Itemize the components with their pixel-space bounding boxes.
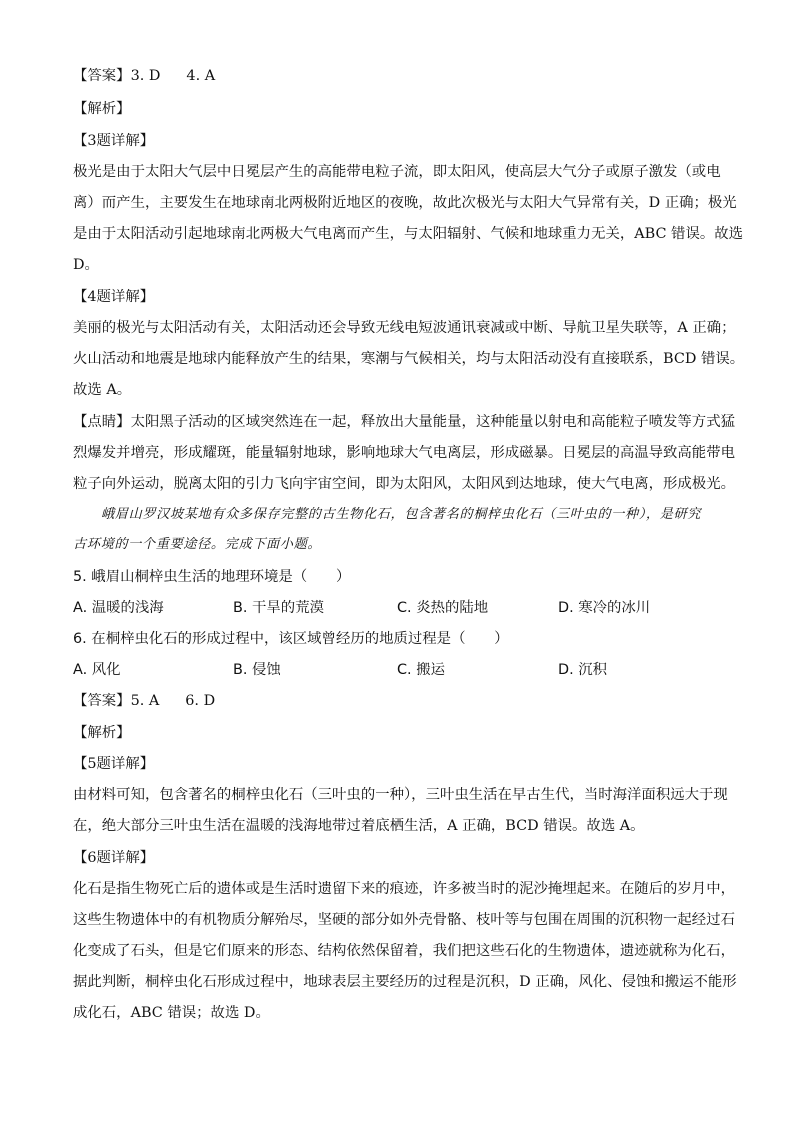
detail-6-line: 成化石，ABC 错误；故选 D。 bbox=[73, 1005, 270, 1021]
analysis-heading: 【解析】 bbox=[73, 725, 131, 741]
detail-4-line: 火山活动和地震是地球内能释放产生的结果，寒潮与气候相关，均与太阳活动没有直接联系，BCD 错误。 bbox=[73, 351, 745, 367]
detail-3-line: D。 bbox=[73, 257, 99, 273]
material-line: 峨眉山罗汉坡某地有众多保存完整的古生物化石，包含著名的桐梓虫化石（三叶虫的一种），是研究 bbox=[101, 507, 702, 522]
answer-line-3-4 bbox=[73, 67, 215, 85]
q5-option-d: D. 寒冷的冰川 bbox=[558, 600, 651, 616]
detail-4-title: 【4题详解】 bbox=[73, 289, 155, 305]
tip-line: 烈爆发并增亮，形成耀斑，能量辐射地球，影响地球大气电离层，形成磁暴。日冕层的高温导致高能带电 bbox=[73, 445, 735, 461]
detail-5-line: 由材料可知，包含著名的桐梓虫化石（三叶虫的一种），三叶虫生活在早古生代，当时海洋面积远大于现 bbox=[73, 787, 728, 803]
detail-6-title: 【6题详解】 bbox=[73, 850, 155, 866]
detail-6-line: 据此判断，桐梓虫化石形成过程中，地球表层主要经历的过程是沉积，D 正确，风化、侵蚀和搬运不能形 bbox=[73, 974, 737, 990]
q5-option-b: B. 干旱的荒漠 bbox=[233, 600, 324, 616]
question-6-stem: 6. 在桐梓虫化石的形成过程中，该区域曾经历的地质过程是（ ） bbox=[73, 631, 509, 647]
q5-option-c: C. 炎热的陆地 bbox=[397, 600, 489, 616]
tip-line: 粒子向外运动，脱离太阳的引力飞向宇宙空间，即为太阳风，太阳风到达地球，使大气电离，形成极光。 bbox=[73, 476, 735, 492]
tip-line: 【点睛】太阳黑子活动的区域突然连在一起，释放出大量能量，这种能量以射电和高能粒子喷发等方式猛 bbox=[73, 414, 735, 430]
detail-3-line: 离）而产生，主要发生在地球南北两极附近地区的夜晚，故此次极光与太阳大气异常有关，D 正确；极光 bbox=[73, 195, 737, 211]
q6-option-c: C. 搬运 bbox=[397, 662, 445, 678]
answer-line-5-6 bbox=[73, 692, 215, 710]
detail-3-line: 极光是由于太阳大气层中日冕层产生的高能带电粒子流，即太阳风，使高层大气分子或原子激发（或电 bbox=[73, 164, 721, 180]
q6-option-b: B. 侵蚀 bbox=[233, 662, 281, 678]
detail-6-line: 这些生物遗体中的有机物质分解殆尽，坚硬的部分如外壳骨骼、枝叶等与包围在周围的沉积物一起经过石 bbox=[73, 912, 735, 928]
question-5-stem: 5. 峨眉山桐梓虫生活的地理环境是（ ） bbox=[73, 569, 351, 585]
detail-6-line: 化石是指生物死亡后的遗体或是生活时遗留下来的痕迹，许多被当时的泥沙掩埋起来。在随后的岁月中， bbox=[73, 881, 735, 897]
detail-4-line: 美丽的极光与太阳活动有关，太阳活动还会导致无线电短波通讯衰减或中断、导航卫星失联等，A 正确； bbox=[73, 320, 736, 336]
analysis-heading: 【解析】 bbox=[73, 101, 131, 117]
detail-4-line: 故选 A。 bbox=[73, 382, 132, 398]
detail-5-line: 在，绝大部分三叶虫生活在温暖的浅海地带过着底栖生活，A 正确，BCD 错误。故选 A。 bbox=[73, 818, 645, 834]
detail-3-title: 【3题详解】 bbox=[73, 133, 155, 149]
q6-option-a: A. 风化 bbox=[73, 662, 121, 678]
answer-6: 6. D bbox=[185, 693, 216, 709]
answer-tag: 【答案】 bbox=[73, 68, 131, 84]
q5-option-a: A. 温暖的浅海 bbox=[73, 600, 164, 616]
detail-6-line: 化变成了石头，但是它们原来的形态、结构依然保留着，我们把这些石化的生物遗体，遗迹就称为化石， bbox=[73, 943, 735, 959]
answer-3: 3. D bbox=[130, 68, 161, 84]
answer-tag: 【答案】 bbox=[73, 693, 131, 709]
answer-4: 4. A bbox=[186, 68, 216, 84]
detail-3-line: 是由于太阳活动引起地球南北两极大气电离而产生，与太阳辐射、气候和地球重力无关，ABC 错误。故选 bbox=[73, 226, 744, 242]
q6-option-d: D. 沉积 bbox=[558, 662, 608, 678]
material-line: 古环境的一个重要途径。完成下面小题。 bbox=[73, 537, 322, 552]
detail-5-title: 【5题详解】 bbox=[73, 756, 155, 772]
answer-5: 5. A bbox=[130, 693, 160, 709]
